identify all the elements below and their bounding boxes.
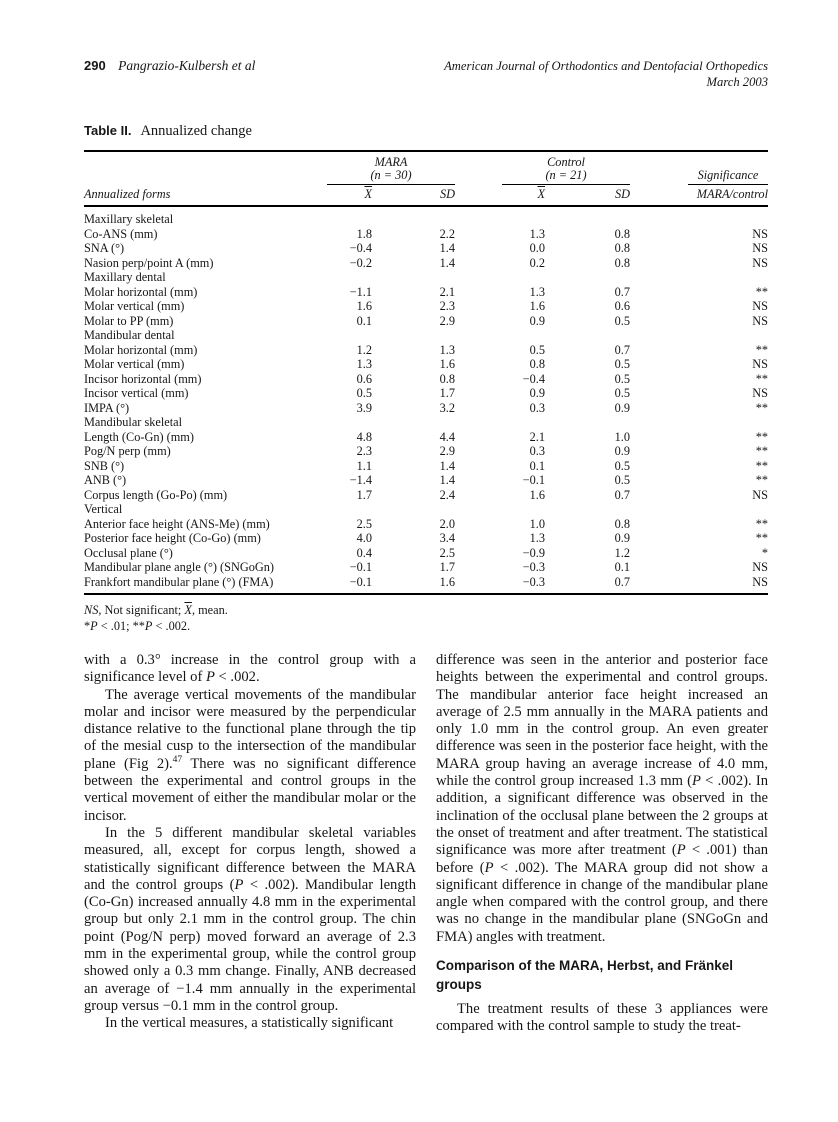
text-segment: The average vertical movements of the mandibular molar and incisor were measured by the perpendicular distance relative to the functional plane through the tip of the mesial cusp to the intersection of the mandibular plane (Fig 2). [84, 686, 416, 772]
significance-cell: NS [752, 560, 768, 574]
value-cell: 0.1 [614, 560, 630, 574]
annualized-change-table [84, 150, 768, 595]
value-cell: 1.4 [439, 241, 455, 255]
text-segment: In the 5 different mandibular skeletal variables measured, all, except for corpus length, showed a statistically significant difference between the MARA and the control groups ( [84, 824, 416, 893]
control-group-header [455, 151, 630, 185]
control-mean-header [455, 185, 545, 206]
row-label: Incisor vertical (mm) [84, 386, 189, 400]
table-row [84, 401, 768, 416]
section-label: Maxillary skeletal [84, 212, 174, 226]
value-cell: 1.4 [439, 255, 455, 270]
table-section-row [84, 328, 768, 343]
value-cell: 1.6 [529, 487, 545, 502]
table-row [84, 444, 768, 459]
significance-cell: NS [630, 575, 768, 595]
value-cell: 1.4 [439, 473, 455, 487]
table-row [84, 575, 768, 595]
table-row [84, 459, 768, 474]
emphasis: P [205, 669, 215, 686]
mara-group-label [327, 156, 455, 185]
table-row [84, 241, 768, 256]
value-cell: 0.7 [614, 284, 630, 299]
value-cell: −0.3 [455, 575, 545, 595]
significance-cell: ** [755, 531, 768, 545]
paragraph [84, 652, 416, 687]
value-cell: 0.9 [529, 313, 545, 328]
section-label: Mandibular skeletal [84, 415, 183, 429]
table-section-row [84, 415, 768, 430]
mean-symbol: $\overline{X}$ [364, 187, 372, 201]
significance-cell: ** [755, 444, 768, 458]
value-cell: 0.9 [529, 386, 545, 400]
row-label: Molar horizontal (mm) [84, 342, 198, 357]
stub-spacer [84, 151, 324, 185]
value-cell: 2.2 [439, 226, 455, 241]
row-label: Nasion perp/point A (mm) [84, 255, 214, 270]
section-label: Vertical [84, 502, 123, 516]
row-label: Posterior face height (Co-Go) (mm) [84, 531, 261, 545]
value-cell: 0.7 [614, 342, 630, 357]
significance-label: Significance [697, 168, 759, 182]
value-cell: 0.0 [529, 241, 545, 255]
value-cell: 0.5 [614, 313, 630, 328]
significance-group-header [630, 151, 768, 185]
mara-group-name: MARA [374, 155, 408, 169]
value-cell: 0.8 [529, 357, 545, 371]
table-caption [84, 122, 768, 140]
text-segment: < .002. [152, 619, 191, 633]
mara-mean-header [324, 185, 372, 206]
row-label: Molar vertical (mm) [84, 299, 185, 313]
value-cell: 2.9 [439, 313, 455, 328]
value-cell: 0.5 [614, 473, 630, 487]
significance-cell: ** [755, 429, 768, 444]
paragraph [436, 1001, 768, 1036]
value-cell: 1.7 [356, 487, 372, 502]
mara-group-n: (n = 30) [370, 168, 412, 182]
value-cell: 0.1 [529, 458, 545, 473]
table-row [84, 357, 768, 372]
article-body [84, 652, 768, 1036]
value-cell: 1.6 [372, 575, 455, 595]
significance-cell: ** [755, 284, 768, 299]
row-label: Pog/N perp (mm) [84, 444, 171, 458]
value-cell: 0.7 [614, 487, 630, 502]
paragraph [84, 687, 416, 825]
row-label: Molar horizontal (mm) [84, 284, 198, 299]
table-row [84, 299, 768, 314]
value-cell: 2.1 [439, 284, 455, 299]
table-row [84, 372, 768, 387]
emphasis: NS [84, 603, 99, 617]
value-cell: 0.9 [614, 400, 630, 415]
text-segment: The treatment results of these 3 appliances were compared with the control sample to study the treat- [436, 1001, 768, 1035]
text-segment: < .002). Mandibular length (Co-Gn) increased annually 4.8 mm in the experimental group but only 2.1 mm in the control group. The chin point (Pog/N perp) moved forward an average of 2.3 mm in the experimental group, while the control group showed only a 0.3 mm change. Finally, ANB decreased an average of −1.4 mm annually in the experimental group versus −0.1 mm in the control group. [84, 876, 416, 1014]
emphasis: P [692, 773, 701, 790]
value-cell: 2.5 [356, 516, 372, 531]
table-footnote [84, 618, 768, 634]
value-cell: 2.4 [439, 487, 455, 502]
value-cell: 1.7 [439, 560, 455, 574]
table-footnote [84, 602, 768, 618]
value-cell: 0.7 [545, 575, 630, 595]
section-label: Mandibular dental [84, 328, 175, 342]
mean-symbol: $\overline{X}$ [537, 187, 545, 201]
value-cell: 0.8 [614, 226, 630, 241]
table-row [84, 560, 768, 575]
value-cell: −0.9 [522, 545, 545, 560]
significance-cell: NS [752, 487, 768, 502]
value-cell: 4.8 [356, 429, 372, 444]
text-segment: In the vertical measures, a statistically significant [105, 1015, 394, 1032]
significance-cell: ** [755, 400, 768, 415]
page-number: 290 [84, 58, 106, 73]
row-label: Molar to PP (mm) [84, 313, 174, 328]
journal-title: American Journal of Orthodontics and Dentofacial Orthopedics [444, 59, 768, 73]
value-cell: 3.9 [356, 400, 372, 415]
value-cell: 0.8 [614, 241, 630, 255]
row-label: Anterior face height (ANS-Me) (mm) [84, 516, 270, 531]
paragraph [436, 652, 768, 946]
value-cell: 1.3 [529, 284, 545, 299]
value-cell: 3.4 [439, 531, 455, 545]
significance-cell: ** [755, 516, 768, 531]
table-section-row [84, 270, 768, 285]
text-segment: < .002). In addition, a significant difference was observed in the inclination of the occlusal plane between the 2 groups at the onset of treatment and after treatment. The statistical significance was more after treatment ( [436, 773, 769, 859]
value-cell: 4.4 [439, 429, 455, 444]
row-label: ANB (°) [84, 473, 127, 487]
table-group-header-row [84, 151, 768, 185]
mara-sd-header: SD [372, 185, 455, 206]
value-cell: 2.5 [439, 545, 455, 560]
section-heading: Comparison of the MARA, Herbst, and Fränkel groups [436, 958, 734, 993]
page-header [84, 58, 768, 90]
significance-cell: NS [752, 241, 768, 255]
superscript: 47 [172, 754, 183, 765]
value-cell: 1.4 [439, 458, 455, 473]
emphasis: P [484, 859, 494, 876]
table-block [84, 122, 768, 634]
value-cell: 1.2 [614, 545, 630, 560]
value-cell: −0.1 [522, 473, 545, 487]
row-label: Length (Co-Gn) (mm) [84, 429, 194, 444]
running-head-left [84, 58, 255, 74]
text-segment: There was no significant difference between the experimental and control groups in the vertical movement of either the mandibular molar or the incisor. [84, 755, 416, 824]
table-subheader-row [84, 185, 768, 206]
value-cell: 2.9 [439, 444, 455, 458]
value-cell: 0.3 [529, 400, 545, 415]
significance-cell: NS [752, 386, 768, 400]
table-section-row [84, 206, 768, 227]
value-cell: −1.1 [349, 284, 372, 299]
value-cell: 0.8 [614, 516, 630, 531]
value-cell: −0.4 [522, 371, 545, 386]
text-segment: difference was seen in the anterior and posterior face heights between the experimental and control groups. The mandibular anterior face height increased an average of 2.5 mm annually in the MARA patients and only 1.0 mm in the control group. An even greater difference was seen in the posterior face height, with the MARA group having an average increase of 4.0 mm, while the control group increased 1.3 mm ( [436, 652, 768, 790]
row-label: Incisor horizontal (mm) [84, 371, 202, 386]
value-cell: 3.2 [439, 400, 455, 415]
text-segment: , mean. [191, 603, 228, 617]
table-section-row [84, 502, 768, 517]
value-cell: 1.3 [529, 531, 545, 545]
table-caption-title: Annualized change [140, 123, 252, 139]
emphasis: P [676, 842, 686, 859]
mara-group-header [324, 151, 455, 185]
value-cell: 1.3 [356, 357, 372, 371]
value-cell: 0.5 [529, 342, 545, 357]
emphasis: P [234, 876, 244, 893]
significance-cell: ** [755, 458, 768, 473]
table-row [84, 517, 768, 532]
value-cell: 0.2 [529, 255, 545, 270]
authors: Pangrazio-Kulbersh et al [118, 58, 256, 73]
value-cell: 0.3 [529, 444, 545, 458]
value-cell: −0.1 [324, 575, 372, 595]
text-segment: < .01; ** [97, 619, 145, 633]
value-cell: 0.6 [614, 299, 630, 313]
value-cell: 1.6 [529, 299, 545, 313]
significance-cell: NS [752, 357, 768, 371]
value-cell: 0.8 [614, 255, 630, 270]
control-group-name: Control [547, 155, 585, 169]
value-cell: 1.0 [529, 516, 545, 531]
emphasis: P [90, 619, 98, 633]
table-row [84, 256, 768, 271]
value-cell: 1.3 [529, 226, 545, 241]
value-cell: 1.1 [356, 458, 372, 473]
row-label: SNB (°) [84, 458, 125, 473]
text-segment: * [84, 619, 91, 633]
value-cell: 1.2 [356, 342, 372, 357]
text-segment: < .002). The MARA group did not show a significant difference in change of the mandibular plane angle when compared with the control group, and there was no change in the mandibular plane (SNGoGn and FMA) angles with treatment. [436, 859, 768, 945]
table-row [84, 285, 768, 300]
significance-cell: NS [752, 226, 768, 241]
value-cell: −1.4 [349, 473, 372, 487]
value-cell: 0.5 [614, 386, 630, 400]
table-row [84, 473, 768, 488]
significance-cell: NS [752, 255, 768, 270]
table-row [84, 488, 768, 503]
table-row [84, 430, 768, 445]
value-cell: 0.5 [614, 357, 630, 371]
row-label: Frankfort mandibular plane (°) (FMA) [84, 575, 324, 595]
row-label: SNA (°) [84, 241, 125, 255]
value-cell: 0.9 [614, 531, 630, 545]
significance-group-label [688, 169, 768, 185]
control-group-label [502, 156, 630, 185]
value-cell: 0.5 [614, 458, 630, 473]
paragraph [84, 1015, 416, 1032]
value-cell: 0.5 [614, 371, 630, 386]
journal-issue-date: March 2003 [706, 75, 768, 89]
text-segment: < .002. [214, 669, 260, 686]
row-label: Corpus length (Go-Po) (mm) [84, 487, 228, 502]
value-cell: 0.6 [356, 371, 372, 386]
row-label: Co-ANS (mm) [84, 226, 158, 241]
table-row [84, 227, 768, 242]
emphasis: $\overline{X}$ [184, 603, 192, 617]
value-cell: −0.3 [522, 560, 545, 574]
table-footnotes [84, 602, 768, 634]
value-cell: −0.1 [349, 560, 372, 574]
value-cell: 4.0 [356, 531, 372, 545]
significance-cell: ** [755, 371, 768, 386]
paragraph [84, 825, 416, 1015]
value-cell: 0.9 [614, 444, 630, 458]
value-cell: 1.7 [439, 386, 455, 400]
text-segment: < .001) than before ( [436, 842, 768, 876]
value-cell: −0.4 [349, 241, 372, 255]
table-row [84, 531, 768, 546]
table-row [84, 386, 768, 401]
table-row [84, 343, 768, 358]
section-label: Maxillary dental [84, 270, 166, 284]
row-label: Occlusal plane (°) [84, 545, 173, 560]
stub-header: Annualized forms [84, 185, 324, 206]
text-segment: , Not significant; [98, 603, 185, 617]
value-cell: 0.1 [356, 313, 372, 328]
text-segment: with a 0.3° increase in the control group with a significance level of [84, 652, 416, 686]
body-left-column [84, 652, 416, 1036]
body-right-column [436, 652, 768, 1036]
value-cell: 0.4 [356, 545, 372, 560]
value-cell: −0.2 [349, 255, 372, 270]
row-label: IMPA (°) [84, 400, 130, 415]
emphasis: P [144, 619, 153, 633]
running-head-right [444, 58, 768, 90]
value-cell: 1.8 [356, 226, 372, 241]
value-cell: 2.1 [529, 429, 545, 444]
significance-cell: ** [755, 342, 768, 357]
significance-cell: NS [752, 299, 768, 313]
value-cell: 2.3 [356, 444, 372, 458]
table-body [84, 206, 768, 594]
row-label: Mandibular plane angle (°) (SNGoGn) [84, 560, 275, 574]
control-sd-header: SD [545, 185, 630, 206]
value-cell: 1.3 [439, 342, 455, 357]
value-cell: 1.6 [356, 299, 372, 313]
significance-cell: ** [755, 473, 768, 487]
table-row [84, 546, 768, 561]
table-row [84, 314, 768, 329]
value-cell: 2.0 [439, 516, 455, 531]
table-caption-label: Table II. [84, 123, 132, 138]
value-cell: 2.3 [439, 299, 455, 313]
value-cell: 1.0 [614, 429, 630, 444]
significance-cell: NS [752, 313, 768, 328]
significance-subheader: MARA/control [630, 185, 768, 206]
value-cell: 0.5 [356, 386, 372, 400]
significance-cell: * [761, 545, 768, 560]
control-group-n: (n = 21) [545, 168, 587, 182]
row-label: Molar vertical (mm) [84, 357, 185, 371]
value-cell: 0.8 [439, 371, 455, 386]
value-cell: 1.6 [439, 357, 455, 371]
